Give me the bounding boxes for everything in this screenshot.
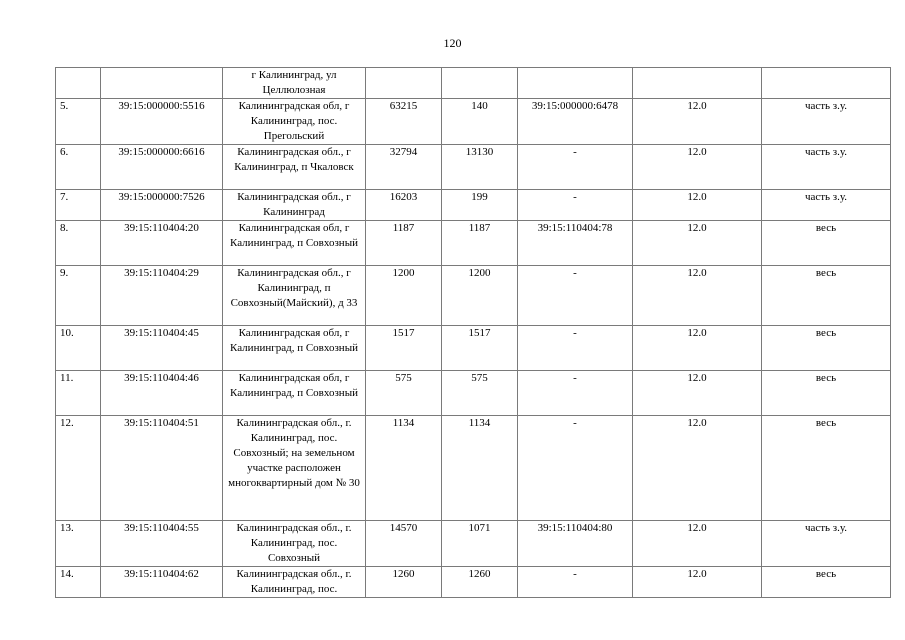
parent-cadastral-number: -: [518, 266, 633, 326]
value: [633, 68, 762, 99]
encumbered-area: 575: [442, 371, 518, 416]
cadastral-number: 39:15:000000:6616: [101, 145, 223, 190]
parent-cadastral-number: [518, 68, 633, 99]
value: 12.0: [633, 99, 762, 145]
plot-part: весь: [762, 326, 891, 371]
row-number: 9.: [56, 266, 101, 326]
cadastral-number: 39:15:110404:51: [101, 416, 223, 521]
parent-cadastral-number: -: [518, 371, 633, 416]
address: Калининградская обл., г Калининград, п Чкаловск: [223, 145, 366, 190]
cadastral-number: 39:15:110404:45: [101, 326, 223, 371]
address: Калининградская обл, г Калининград, пос. Прегольский: [223, 99, 366, 145]
encumbered-area: 1200: [442, 266, 518, 326]
value: 12.0: [633, 266, 762, 326]
encumbered-area: 1517: [442, 326, 518, 371]
address: Калининградская обл, г Калининград, п Совхозный: [223, 371, 366, 416]
parent-cadastral-number: -: [518, 326, 633, 371]
plot-area: [366, 68, 442, 99]
row-number: 11.: [56, 371, 101, 416]
plot-area: 16203: [366, 190, 442, 221]
plot-area: 575: [366, 371, 442, 416]
cadastral-number: 39:15:110404:20: [101, 221, 223, 266]
plot-area: 1260: [366, 567, 442, 598]
plot-area: 1200: [366, 266, 442, 326]
parent-cadastral-number: -: [518, 567, 633, 598]
encumbered-area: 1187: [442, 221, 518, 266]
table-row: [56, 68, 891, 99]
row-number: [56, 68, 101, 99]
page-number: 120: [443, 36, 462, 50]
cadastral-number: 39:15:000000:7526: [101, 190, 223, 221]
parent-cadastral-number: 39:15:000000:6478: [518, 99, 633, 145]
encumbered-area: 1134: [442, 416, 518, 521]
parent-cadastral-number: -: [518, 416, 633, 521]
cadastral-number: 39:15:000000:5516: [101, 99, 223, 145]
value: 12.0: [633, 371, 762, 416]
table-row: [56, 416, 891, 521]
plot-area: 1134: [366, 416, 442, 521]
encumbered-area: 199: [442, 190, 518, 221]
value: 12.0: [633, 190, 762, 221]
value: 12.0: [633, 221, 762, 266]
encumbered-area: 1260: [442, 567, 518, 598]
address: Калининградская обл., г. Калининград, пос. Совхозный: [223, 521, 366, 567]
row-number: 6.: [56, 145, 101, 190]
table-body: [56, 68, 891, 598]
row-number: 5.: [56, 99, 101, 145]
address: Калининградская обл, г Калининград, п Совхозный: [223, 221, 366, 266]
table-row: [56, 371, 891, 416]
parent-cadastral-number: 39:15:110404:80: [518, 521, 633, 567]
plot-part: часть з.у.: [762, 99, 891, 145]
encumbered-area: 140: [442, 99, 518, 145]
encumbered-area: 13130: [442, 145, 518, 190]
value: 12.0: [633, 567, 762, 598]
plot-part: весь: [762, 266, 891, 326]
table-row: [56, 190, 891, 221]
parent-cadastral-number: -: [518, 190, 633, 221]
plot-area: 63215: [366, 99, 442, 145]
table-row: [56, 326, 891, 371]
table-row: [56, 221, 891, 266]
row-number: 8.: [56, 221, 101, 266]
plot-area: 32794: [366, 145, 442, 190]
plot-part: весь: [762, 221, 891, 266]
plot-area: 1187: [366, 221, 442, 266]
plot-part: весь: [762, 416, 891, 521]
encumbered-area: 1071: [442, 521, 518, 567]
plot-area: 1517: [366, 326, 442, 371]
cadastral-number: 39:15:110404:46: [101, 371, 223, 416]
address: Калининградская обл., г Калининград, п Совхозный(Майский), д 33: [223, 266, 366, 326]
cadastral-number: 39:15:110404:29: [101, 266, 223, 326]
table-row: [56, 521, 891, 567]
value: 12.0: [633, 521, 762, 567]
row-number: 7.: [56, 190, 101, 221]
plot-part: часть з.у.: [762, 145, 891, 190]
cadastral-number: 39:15:110404:62: [101, 567, 223, 598]
land-plots-table: [55, 67, 891, 598]
parent-cadastral-number: 39:15:110404:78: [518, 221, 633, 266]
address: Калининградская обл., г. Калининград, пос.: [223, 567, 366, 598]
row-number: 10.: [56, 326, 101, 371]
address: Калининградская обл., г. Калининград, пос. Совхозный; на земельном участке расположен многоквартирный дом № 30: [223, 416, 366, 521]
plot-part: часть з.у.: [762, 190, 891, 221]
plot-part: весь: [762, 371, 891, 416]
table-row: [56, 567, 891, 598]
encumbered-area: [442, 68, 518, 99]
plot-part: часть з.у.: [762, 521, 891, 567]
table-row: [56, 266, 891, 326]
cadastral-number: [101, 68, 223, 99]
value: 12.0: [633, 145, 762, 190]
parent-cadastral-number: -: [518, 145, 633, 190]
plot-area: 14570: [366, 521, 442, 567]
table-row: [56, 145, 891, 190]
value: 12.0: [633, 416, 762, 521]
address: Калининградская обл, г Калининград, п Совхозный: [223, 326, 366, 371]
address: Калининградская обл., г Калининград: [223, 190, 366, 221]
row-number: 13.: [56, 521, 101, 567]
plot-part: весь: [762, 567, 891, 598]
row-number: 12.: [56, 416, 101, 521]
row-number: 14.: [56, 567, 101, 598]
value: 12.0: [633, 326, 762, 371]
cadastral-number: 39:15:110404:55: [101, 521, 223, 567]
table-row: [56, 99, 891, 145]
address: г Калининград, ул Целлюлозная: [223, 68, 366, 99]
plot-part: [762, 68, 891, 99]
